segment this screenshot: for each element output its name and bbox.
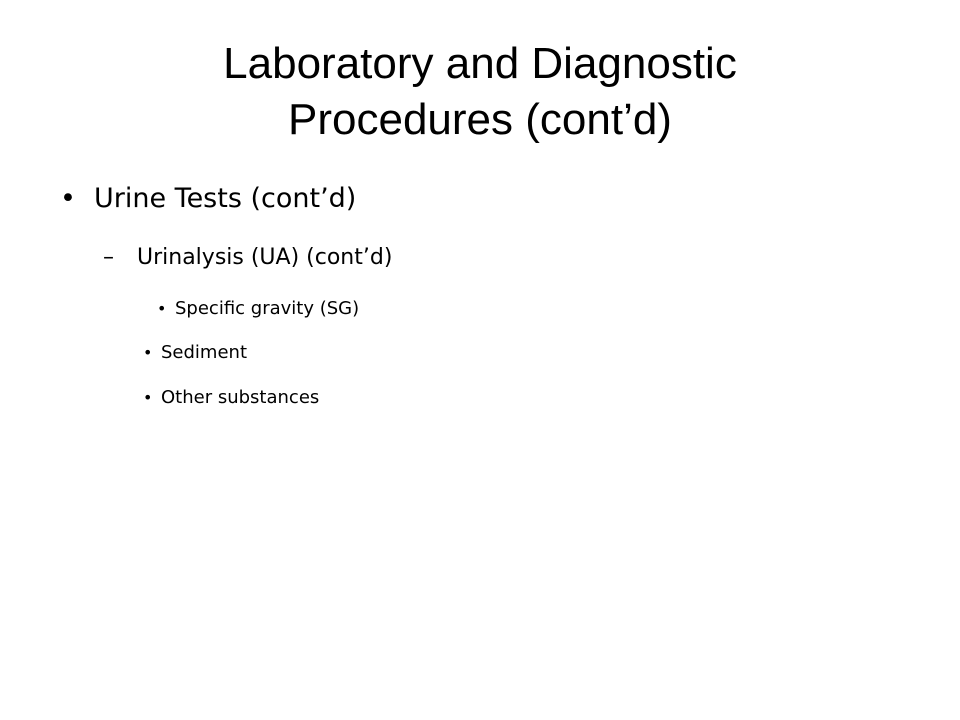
bullet-text: Urine Tests (cont’d): [94, 183, 357, 214]
slide-title-line-2: Procedures (cont’d): [288, 95, 672, 144]
bullet-marker: •: [157, 299, 167, 318]
dash-marker: –: [103, 245, 114, 270]
sub-sub-bullet-text: Sediment: [161, 342, 248, 363]
slide-title: [80, 36, 880, 148]
sub-sub-bullet-text: Specific gravity (SG): [175, 298, 360, 319]
bullet-marker: •: [143, 343, 153, 362]
sub-bullet-text: Urinalysis (UA) (cont’d): [137, 245, 393, 270]
slide-title-line-1: Laboratory and Diagnostic: [223, 39, 737, 88]
bullet-marker: •: [60, 183, 76, 214]
sub-sub-bullet-text: Other substances: [161, 387, 320, 408]
bullet-marker: •: [143, 388, 153, 407]
